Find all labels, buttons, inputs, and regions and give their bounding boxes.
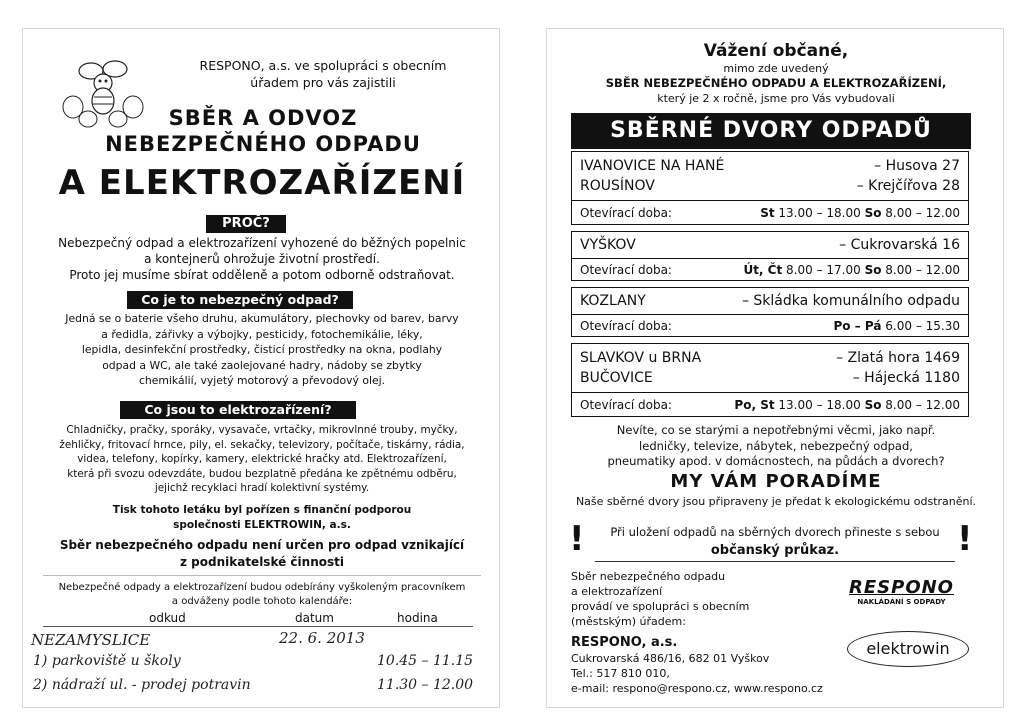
elektro-heading: Co jsou to elektrozařízení? [120,401,356,419]
notice-line: z podnikatelské činnosti [180,555,344,569]
warning-line-1: Při uložení odpadů na sběrných dvorech přineste s sebou [610,525,940,539]
handwritten-time-1: 10.45 – 11.15 [377,653,474,669]
nebezpecny-line: lepidla, desinfekční prostředky, čisticí prostředky na okna, podlahy [81,343,443,356]
exclamation-icon-left: ! [569,519,585,559]
opening-hours: Po, St 13.00 – 18.00 So 8.00 – 12.00 [734,398,960,412]
footer-line: Sběr nebezpečného odpadu [571,570,726,583]
elektro-line: videa, telefony, kopírky, kamery, elektrické hračky atd. Elektrozařízení, [77,453,447,465]
footer-line: a elektrozařízení [571,585,663,598]
handwritten-time-2: 11.30 – 12.00 [377,677,474,693]
warning-rule [595,561,955,562]
opening-hours-label: Otevírací doba: [580,319,672,333]
question-text [547,423,1005,470]
subtitle-line-2: SBĚR NEBEZPEČNÉHO ODPADU A ELEKTROZAŘÍZENÍ, [605,76,947,90]
box-divider [572,258,968,259]
sponsor-text [33,503,491,533]
sponsor-line: Tisk tohoto letáku byl pořízen s finanční podporou [112,504,412,516]
nebezpecny-line: Jedná se o baterie všeho druhu, akumulátory, plechovky od barev, barvy [65,312,459,325]
handwritten-stop-2: 2) nádraží ul. - prodej potravin [33,677,251,693]
nebezpecny-heading: Co je to nebezpečný odpad? [127,291,353,309]
handwritten-date: 22. 6. 2013 [279,629,365,647]
commercial-notice [33,537,491,571]
proc-line: Nebezpečný odpad a elektrozařízení vyhozené do běžných popelnic [58,236,466,250]
exclamation-icon-right: ! [957,519,973,559]
elektro-line: jejichž recyklaci hradí kolektivní systémy. [154,482,370,494]
footer-line: provádí ve spolupráci s obecním [571,600,750,613]
proc-line: a kontejnerů ohrožuje životní prostředí. [144,252,380,266]
yard-box-3 [571,287,969,337]
yard-address: – Hájecká 1180 [852,370,960,386]
yard-address: – Husova 27 [874,158,960,174]
opening-hours-label: Otevírací doba: [580,206,672,220]
nebezpecny-line: chemikálií, vyjetý motorový a převodový olej. [138,374,386,387]
title-line-2: NEBEZPEČNÉHO ODPADU [105,132,421,156]
nebezpecny-line: a ředidla, zářivky a výbojky, pesticidy, fotochemikálie, léky, [101,327,423,341]
company-phone: Tel.: 517 810 010, [571,667,670,680]
footer-text [571,569,749,629]
handwritten-place: NEZAMYSLICE [31,631,151,649]
respono-logo-subtitle: NAKLÁDÁNÍ S ODPADY [857,598,946,606]
collection-yards-banner: SBĚRNÉ DVORY ODPADŮ [571,113,971,149]
ready-text: Naše sběrné dvory jsou připraveny je předat k ekologickému odstranění. [575,495,977,508]
opening-hours: St 13.00 – 18.00 So 8.00 – 12.00 [760,206,960,220]
opening-hours-label: Otevírací doba: [580,263,672,277]
intro-text [173,57,473,91]
proc-heading: PROČ? [206,215,286,233]
intro-line-1: RESPONO, a.s. ve spolupráci s obecním [199,58,447,73]
box-divider [572,392,968,393]
opening-hours: Út, Čt 8.00 – 17.00 So 8.00 – 12.00 [743,263,960,277]
respono-logo-text: RESPONO [849,577,954,598]
calendar-intro-line: a odváženy podle tohoto kalendáře: [171,596,353,607]
opening-hours: Po – Pá 6.00 – 15.30 [833,319,960,333]
divider [43,575,481,576]
elektrowin-logo: elektrowin [847,631,969,667]
header-hodina: hodina [397,611,438,625]
yard-address: – Krejčířova 28 [856,178,960,194]
yard-address: – Zlatá hora 1469 [836,350,960,366]
box-divider [572,314,968,315]
calendar-intro [33,581,491,609]
yard-address: – Cukrovarská 16 [839,237,960,253]
yard-name: SLAVKOV u BRNA [580,350,702,366]
handwritten-stop-1: 1) parkoviště u školy [33,653,181,669]
yard-name: BUČOVICE [580,370,653,386]
greeting: Vážení občané, [703,41,849,61]
footer-line: (městským) úřadem: [571,615,686,628]
nebezpecny-text [33,311,491,389]
big-title: A ELEKTROZAŘÍZENÍ [58,163,466,203]
company-contact [571,651,823,696]
question-line: ledničky, televize, nábytek, nebezpečný odpad, [639,438,913,453]
yard-name: VYŠKOV [580,237,636,253]
title-block [83,105,443,157]
respono-logo [849,577,954,606]
question-line: Nevíte, co se starými a nepotřebnými věcmi, jako např. [616,423,936,437]
elektro-line: Chladničky, pračky, sporáky, vysavače, vrtačky, mikrovlnné trouby, myčky, [66,424,458,436]
subtitle-line-3: který je 2 x ročně, jsme pro Vás vybudovali [657,92,895,105]
header-odkud: odkud [149,611,186,625]
calendar-header-rule [43,626,473,627]
calendar-intro-line: Nebezpečné odpady a elektrozařízení budou odebírány vyškoleným pracovníkem [58,582,466,593]
right-flyer-page [546,28,1004,708]
proc-line: Proto jej musíme sbírat odděleně a potom odborně odstraňovat. [69,268,455,282]
subtitle-line-1: mimo zde uvedený [723,62,829,75]
elektro-text [33,423,491,496]
intro-line-2: úřadem pro vás zajistili [250,75,396,90]
notice-line: Sběr nebezpečného odpadu není určen pro odpad vznikající [59,538,465,552]
we-advise-heading: MY VÁM PORADÍME [670,471,882,492]
title-line-1: SBĚR A ODVOZ [168,106,358,130]
yard-address: – Skládka komunálního odpadu [741,293,960,309]
yard-name: ROUSÍNOV [580,178,655,194]
question-line: pneumatiky apod. v domácnostech, na půdách a dvorech? [607,454,945,468]
warning-line-2: občanský průkaz. [710,543,840,558]
company-email: e-mail: respono@respono.cz, www.respono.cz [571,682,823,695]
yard-name: KOZLANY [580,293,646,309]
yard-box-4 [571,343,969,417]
nebezpecny-line: odpad a WC, ale také zaolejované hadry, nádoby se zbytky [102,358,422,372]
proc-text [33,235,491,283]
company-name: RESPONO, a.s. [571,635,678,650]
box-divider [572,200,968,201]
sponsor-line: společnosti ELEKTROWIN, a.s. [173,519,351,531]
elektro-line: která při svozu odevzdáte, budou bezplatně předána ke zpětnému odběru, [67,467,457,480]
company-address: Cukrovarská 486/16, 682 01 Vyškov [571,652,770,665]
yard-box-2 [571,231,969,281]
header-datum: datum [295,611,334,625]
opening-hours-label: Otevírací doba: [580,398,672,412]
elektro-line: žehličky, fritovací hrnce, pily, el. sekačky, televizory, počítače, tiskárny, rádia, [59,438,465,451]
yard-box-1 [571,151,969,225]
yard-name: IVANOVICE NA HANÉ [580,158,725,174]
left-flyer-page [22,28,500,708]
